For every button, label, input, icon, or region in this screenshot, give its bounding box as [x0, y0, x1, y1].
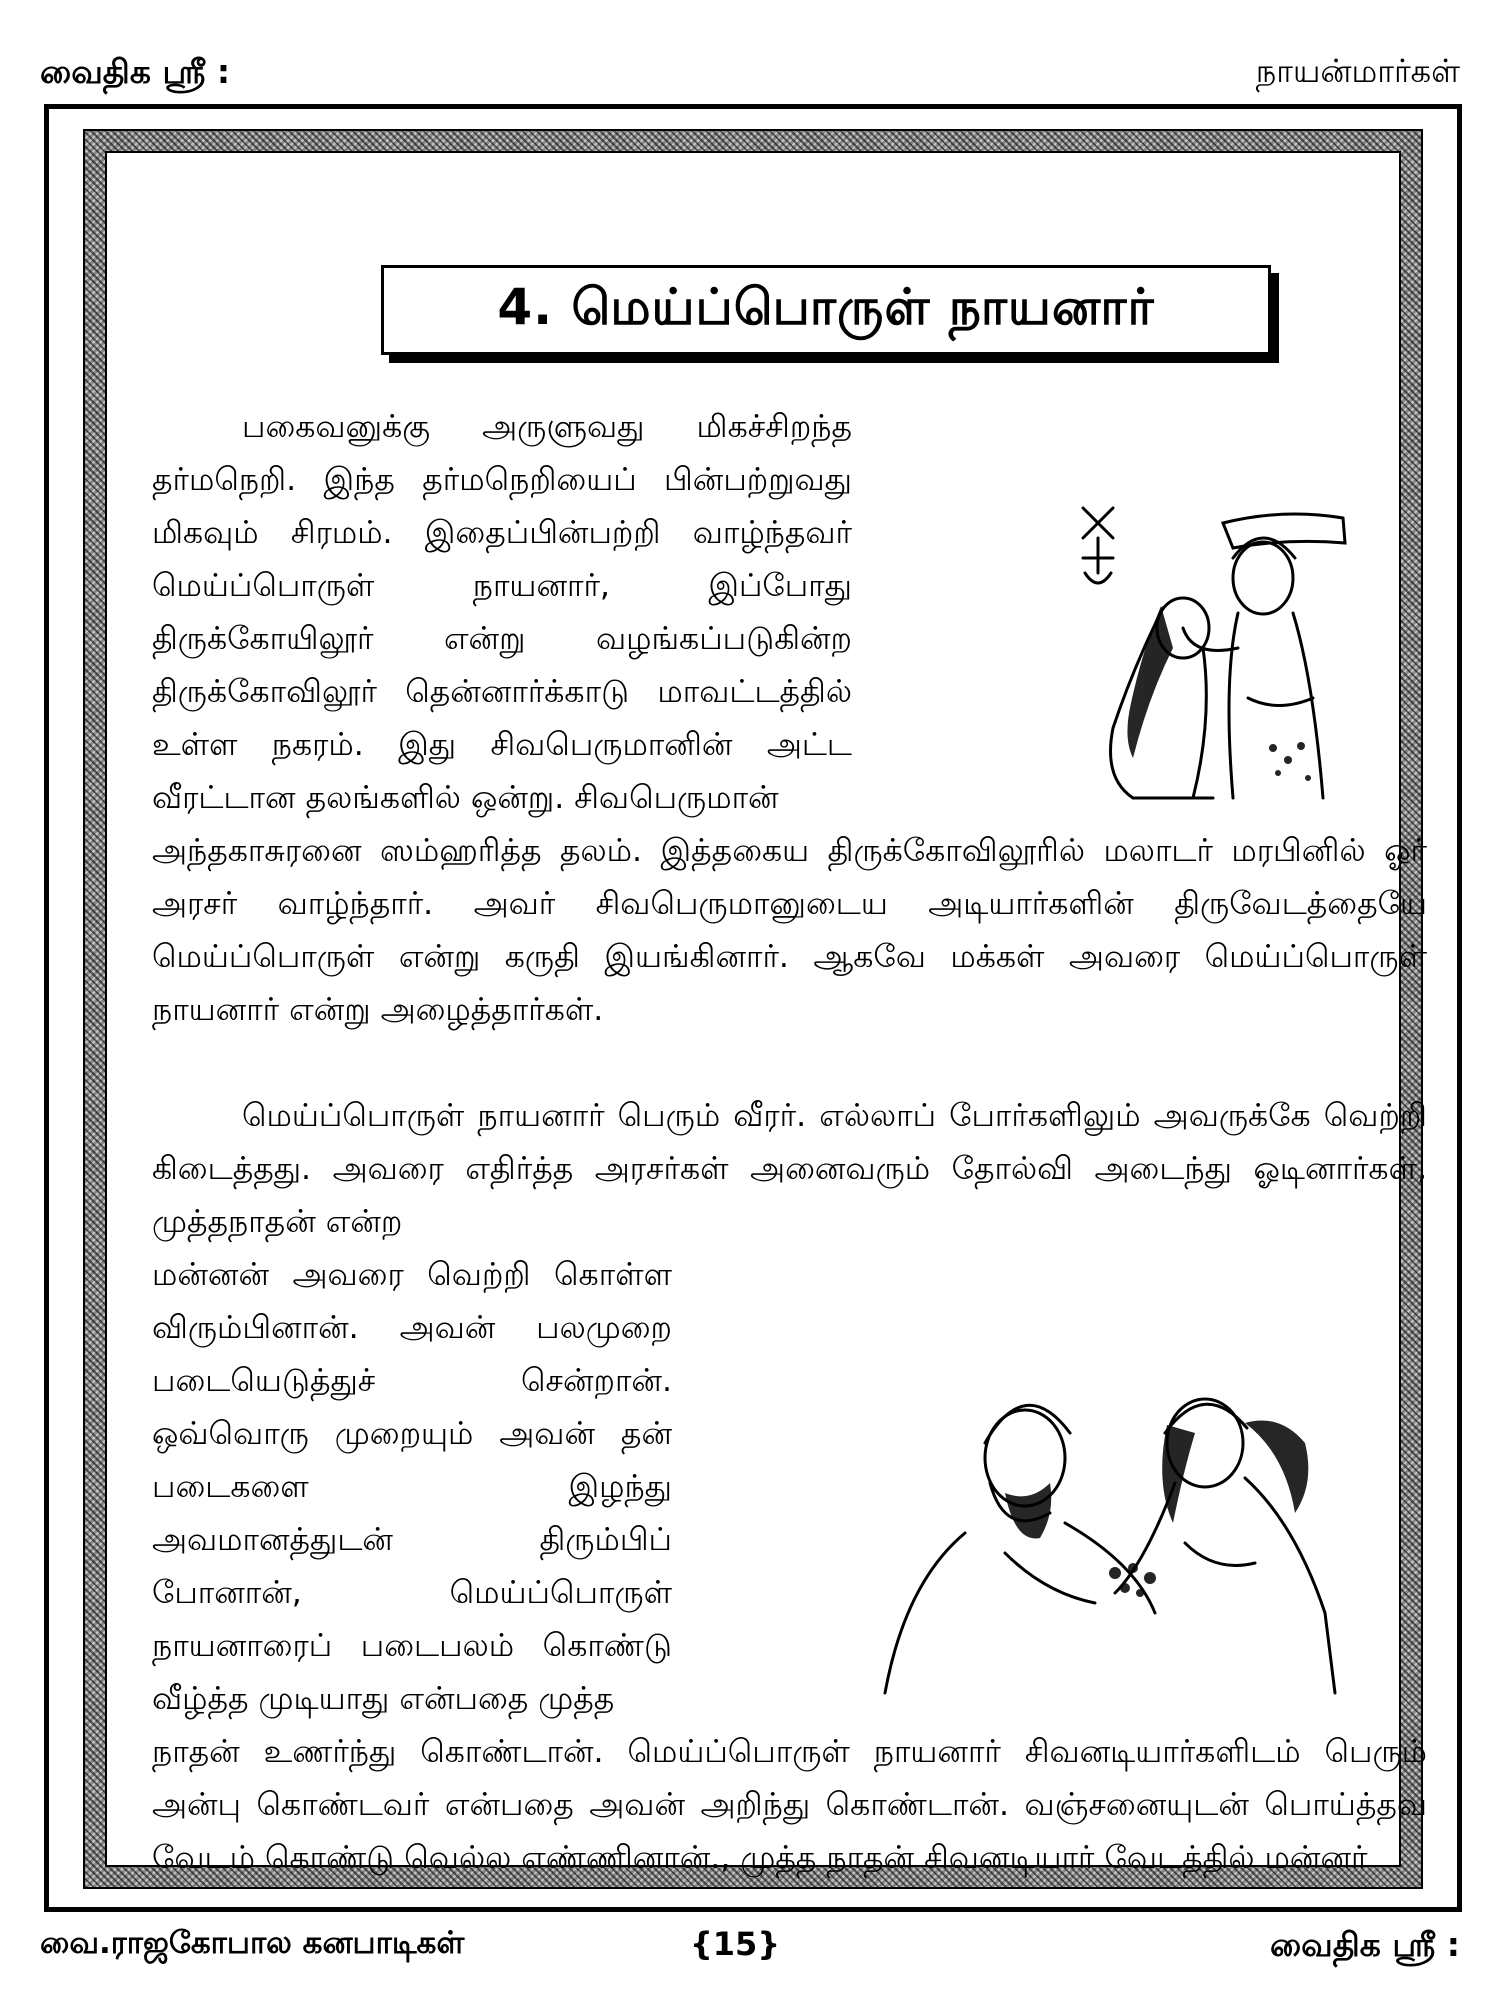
page-number: {15} [690, 1925, 781, 1963]
content-panel [105, 151, 1427, 1876]
king-and-sage-illustration [855, 1363, 1365, 1703]
page-footer [40, 1925, 1460, 1975]
page-frame [44, 104, 1462, 1912]
header-chapter-title: நாயன்மார்கள் [1255, 52, 1460, 90]
paragraph-2-middle: மன்னன் அவரை வெற்றி கொள்ள விரும்பினான். அவன் பலமுறை படையெடுத்துச் சென்றான். ஒவ்வொரு முறையும் அவன் தன் படைகளை இழந்து அவமானத்துடன் திரும்பிப் போனான், மெய்ப்பொருள் நாயனாரைப் படைபலம் கொண்டு வீழ்த்த முடியாது என்பதை முத்த [152, 1257, 672, 1717]
page-header [40, 52, 1460, 102]
footer-author: வை.ராஜகோபால கனபாடிகள் [40, 1925, 465, 1961]
title-box [381, 265, 1271, 355]
paragraph-2-top: மெய்ப்பொருள் நாயனார் பெரும் வீரர். எல்லாப் போர்களிலும் அவருக்கே வெற்றி கிடைத்தது. அவரை எதிர்த்த அரசர்கள் அனைவரும் தோல்வி அடைந்து ஓடினார்கள், முத்தநாதன் என்ற [152, 1098, 1427, 1240]
paragraph-1-top: பகைவனுக்கு அருளுவது மிகச்சிறந்த தர்மநெறி. இந்த தர்மநெறியைப் பின்பற்றுவது மிகவும் சிரமம். இதைப்பின்பற்றி வாழ்ந்தவர் மெய்ப்பொருள் நாயனார், இப்போது திருக்கோயிலூர் என்று வழங்கப்படுகின்ற திருக்கோவிலூர் தென்னார்க்காடு மாவட்டத்தில் உள்ள நகரம். இது சிவபெருமானின் அட்ட வீரட்டான தலங்களில் ஒன்று. சிவபெருமான் [152, 409, 852, 816]
footer-series-title: வைதிக ஸ்ரீ : [1269, 1925, 1460, 1964]
paragraph-2-rest: நாதன் உணர்ந்து கொண்டான். மெய்ப்பொருள் நாயனார் சிவனடியார்களிடம் பெரும் அன்பு கொண்டவர் என்பதை அவன் அறிந்து கொண்டான். வஞ்சனையுடன் பொய்த்தவ வேடம் கொண்டு வெல்ல எண்ணினான்., முத்த நாதன் சிவனடியார் வேடத்தில் மன்னர் [152, 1734, 1427, 1876]
header-series-title: வைதிக ஸ்ரீ : [40, 52, 231, 91]
sage-blessing-illustration [1073, 498, 1363, 808]
paragraph-1-rest: அந்தகாசுரனை ஸம்ஹரித்த தலம். இத்தகைய திருக்கோவிலூரில் மலாடர் மரபினில் ஓர் அரசர் வாழ்ந்தார். அவர் சிவபெருமானுடைய அடியார்களின் திருவேடத்தையே மெய்ப்பொருள் என்று கருதி இயங்கினார். ஆகவே மக்கள் அவரை மெய்ப்பொருள் நாயனார் என்று அழைத்தார்கள். [152, 833, 1427, 1028]
page-title: 4. மெய்ப்பொருள் நாயனார் [497, 277, 1155, 336]
hatched-border [83, 129, 1427, 1889]
